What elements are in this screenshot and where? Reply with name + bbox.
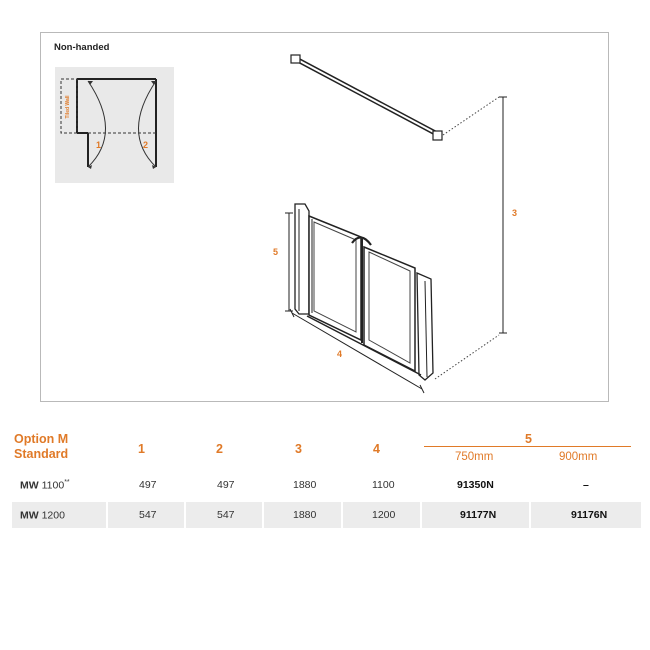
tiled-wall-label: Tiled Wall <box>65 95 71 119</box>
column-header-4: 4 <box>373 442 380 456</box>
table-row <box>12 472 641 498</box>
product-code-900: 91176N <box>571 509 608 521</box>
value-cell-3: 1880 <box>293 509 317 521</box>
model-cell: MW 1200 <box>20 509 65 522</box>
value-cell-1: 547 <box>139 509 157 521</box>
door-2-label: 2 <box>143 140 149 150</box>
svg-text:5: 5 <box>273 247 279 257</box>
column-header-3: 3 <box>295 442 302 456</box>
column-header-2: 2 <box>216 442 223 456</box>
value-cell-1: 497 <box>139 479 157 491</box>
column-header-1: 1 <box>138 442 145 456</box>
model-cell: MW 1100** <box>20 479 70 492</box>
value-cell-4: 1100 <box>372 479 395 491</box>
value-cell-4: 1200 <box>372 509 396 521</box>
value-cell-3: 1880 <box>293 479 317 491</box>
diagram-label: Non-handed <box>54 42 110 53</box>
column-5-rule <box>424 446 631 447</box>
product-code-900: – <box>583 479 589 491</box>
product-code-750: 91177N <box>460 509 497 521</box>
value-cell-2: 497 <box>217 479 235 491</box>
sub-header-900: 900mm <box>559 451 598 463</box>
table-title: Option M Standard <box>14 432 69 461</box>
value-cell-2: 547 <box>217 509 235 521</box>
svg-text:4: 4 <box>337 349 343 359</box>
product-code-750: 91350N <box>457 479 494 491</box>
table-row <box>12 502 641 528</box>
svg-text:3: 3 <box>512 208 518 218</box>
column-header-5: 5 <box>525 432 532 446</box>
door-1-label: 1 <box>96 140 102 150</box>
sub-header-750: 750mm <box>455 451 494 463</box>
